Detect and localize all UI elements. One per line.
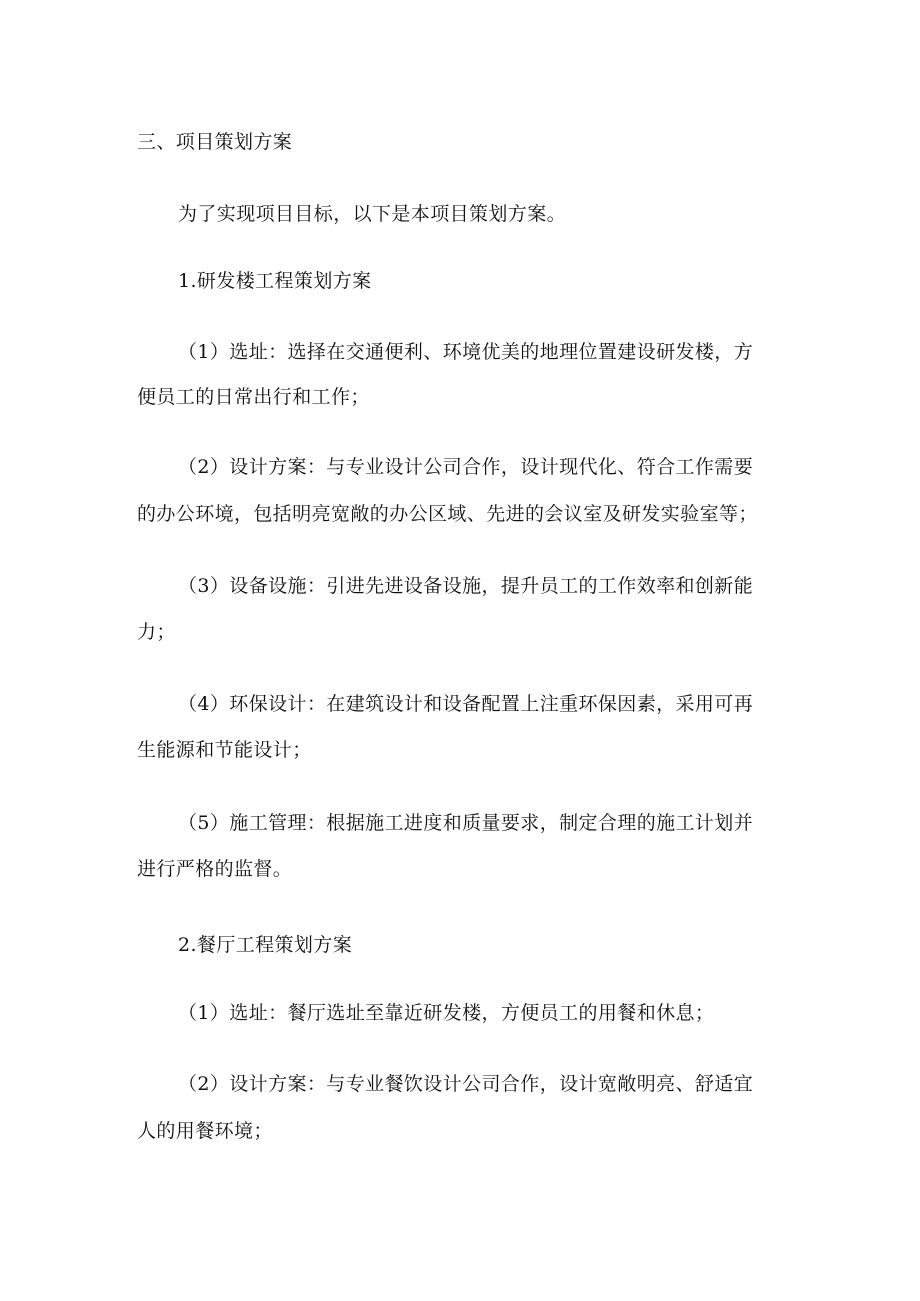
part1-heading: 1.研发楼工程策划方案 bbox=[178, 270, 372, 292]
part2-item2-line1: （2）设计方案：与专业餐饮设计公司合作，设计宽敞明亮、舒适宜 bbox=[178, 1073, 754, 1095]
part1-item5-line2: 进行严格的监督。 bbox=[137, 858, 293, 880]
part1-item2-line2: 的办公环境，包括明亮宽敞的办公区域、先进的会议室及研发实验室等； bbox=[137, 503, 758, 525]
section-heading: 三、项目策划方案 bbox=[137, 131, 293, 153]
part2-heading: 2.餐厅工程策划方案 bbox=[178, 934, 353, 956]
part1-item4-line1: （4）环保设计：在建筑设计和设备配置上注重环保因素，采用可再 bbox=[178, 693, 754, 715]
intro-paragraph: 为了实现项目目标，以下是本项目策划方案。 bbox=[178, 203, 567, 225]
part1-item3-line1: （3）设备设施：引进先进设备设施，提升员工的工作效率和创新能 bbox=[178, 575, 754, 597]
part1-item5-line1: （5）施工管理：根据施工进度和质量要求，制定合理的施工计划并 bbox=[178, 812, 754, 834]
part1-item2-line1: （2）设计方案：与专业设计公司合作，设计现代化、符合工作需要 bbox=[178, 456, 754, 478]
part1-item3-line2: 力； bbox=[137, 621, 176, 643]
part1-item1-line2: 便员工的日常出行和工作； bbox=[137, 386, 370, 408]
part2-item1-line1: （1）选址：餐厅选址至靠近研发楼，方便员工的用餐和休息； bbox=[178, 1002, 715, 1024]
part2-item2-line2: 人的用餐环境； bbox=[137, 1120, 273, 1142]
part1-item1-line1: （1）选址：选择在交通便利、环境优美的地理位置建设研发楼，方 bbox=[178, 341, 754, 363]
part1-item4-line2: 生能源和节能设计； bbox=[137, 739, 312, 761]
